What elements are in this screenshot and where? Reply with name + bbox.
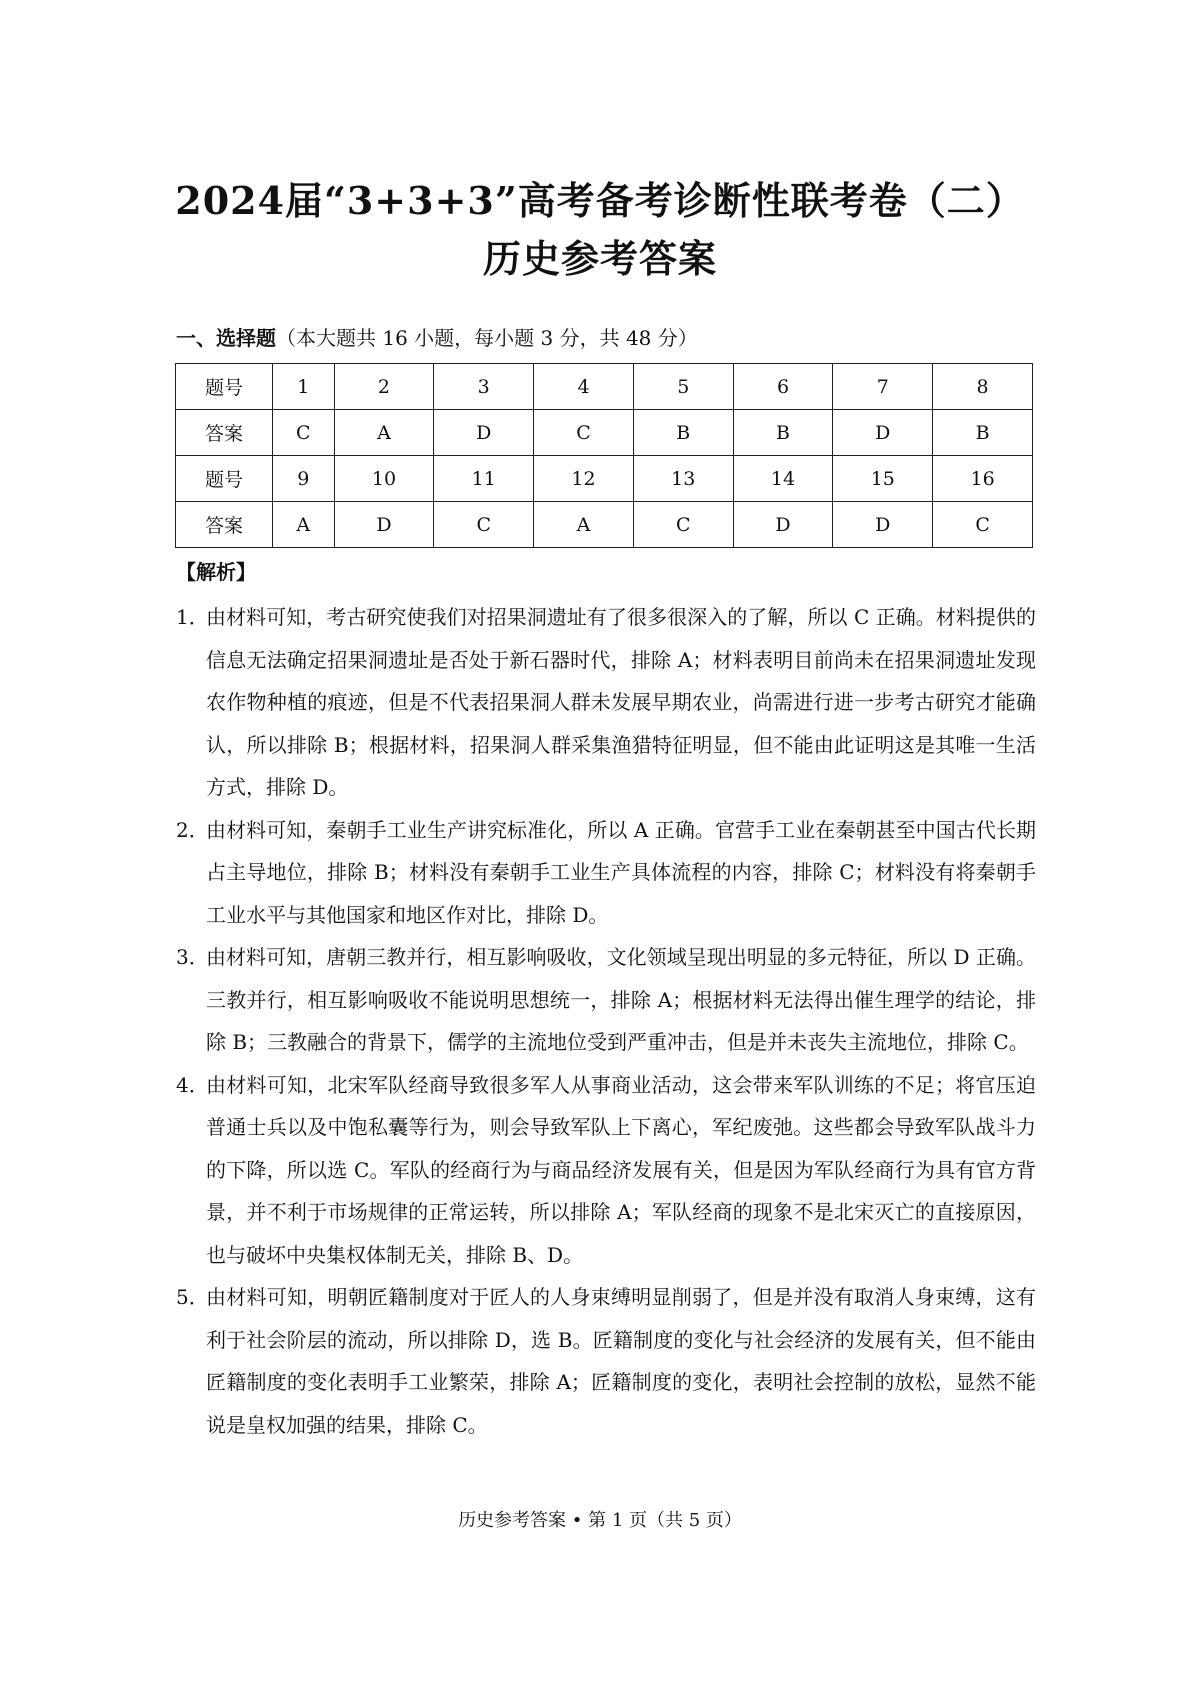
table-cell: A xyxy=(534,502,634,548)
item-text: 由材料可知，北宋军队经商导致很多军人从事商业活动，这会带来军队训练的不足；将官压迫普通士兵以及中饱私囊等行为，则会导致军队上下离心，军纪废弛。这些都会导致军队战斗力的下降，所以选 C。军队的经商行为与商品经济发展有关，但是因为军队经商行为具有官方背景，并不利于市场规律的正常运转，所以排除 A；军队经商的现象不是北宋灭亡的直接原因，也与破坏中央集权体制无关，排除 B、D。 xyxy=(206,1072,1036,1267)
item-text: 由材料可知，唐朝三教并行，相互影响吸收，文化领域呈现出明显的多元特征，所以 D 正确。三教并行，相互影响吸收不能说明思想统一，排除 A；根据材料无法得出催生理学的结论，排除 B；三教融合的背景下，儒学的主流地位受到严重冲击，但是并未丧失主流地位，排除 C。 xyxy=(206,945,1036,1054)
item-text: 由材料可知，秦朝手工业生产讲究标准化，所以 A 正确。官营手工业在秦朝甚至中国古代长期占主导地位，排除 B；材料没有秦朝手工业生产具体流程的内容，排除 C；材料没有将秦朝手工业水平与其他国家和地区作对比，排除 D。 xyxy=(206,817,1036,927)
table-row-header: 答案 xyxy=(176,410,273,456)
table-cell: 16 xyxy=(933,456,1033,502)
table-cell: D xyxy=(733,502,833,548)
section-heading xyxy=(176,322,698,351)
answer-key-title: 历史参考答案 xyxy=(482,236,717,281)
table-cell: 8 xyxy=(933,364,1033,410)
table-cell: 9 xyxy=(273,456,335,502)
table-cell: C xyxy=(633,502,733,548)
item-number: 4． xyxy=(176,1072,209,1097)
table-row-header: 题号 xyxy=(176,364,273,410)
table-cell: 15 xyxy=(833,456,933,502)
table-row xyxy=(176,364,1033,410)
item-number: 3． xyxy=(176,945,209,969)
analysis-item xyxy=(176,596,1036,809)
answer-table xyxy=(175,363,1033,548)
item-text: 由材料可知，明朝匠籍制度对于匠人的人身束缚明显削弱了，但是并没有取消人身束缚，这有利于社会阶层的流动，所以排除 D，选 B。匠籍制度的变化与社会经济的发展有关，但不能由匠籍制度的变化表明手工业繁荣，排除 A；匠籍制度的变化，表明社会控制的放松，显然不能说是皇权加强的结果，排除 C。 xyxy=(206,1285,1036,1437)
table-cell: 12 xyxy=(534,456,634,502)
item-number: 2． xyxy=(176,817,209,842)
table-row xyxy=(176,456,1033,502)
analysis-item xyxy=(176,809,1036,937)
table-cell: C xyxy=(273,410,335,456)
analysis-item xyxy=(176,1064,1036,1277)
table-cell: C xyxy=(534,410,634,456)
table-cell: A xyxy=(273,502,335,548)
item-number: 5． xyxy=(176,1285,209,1309)
table-cell: D xyxy=(833,410,933,456)
table-cell: 10 xyxy=(334,456,434,502)
table-cell: D xyxy=(833,502,933,548)
analysis-item xyxy=(176,1276,1036,1446)
table-cell: 4 xyxy=(534,364,634,410)
table-cell: A xyxy=(334,410,434,456)
table-cell: 14 xyxy=(733,456,833,502)
exam-title: 2024届“3+3+3”高考备考诊断性联考卷（二） xyxy=(175,178,1025,223)
table-cell: B xyxy=(933,410,1033,456)
table-cell: 7 xyxy=(833,364,933,410)
section-heading-label: 一、选择题 xyxy=(176,326,276,350)
item-text: 由材料可知，考古研究使我们对招果洞遗址有了很多很深入的了解，所以 C 正确。材料提供的信息无法确定招果洞遗址是否处于新石器时代，排除 A；材料表明目前尚未在招果洞遗址发现农作物种植的痕迹，但是不代表招果洞人群未发展早期农业，尚需进行进一步考古研究才能确认，所以排除 B；根据材料，招果洞人群采集渔猎特征明显，但不能由此证明这是其唯一生活方式，排除 D。 xyxy=(206,605,1036,799)
table-cell: 6 xyxy=(733,364,833,410)
table-row xyxy=(176,502,1033,548)
analysis-list xyxy=(176,596,1036,1446)
page-footer: 历史参考答案 • 第 1 页（共 5 页） xyxy=(458,1510,742,1531)
table-cell: D xyxy=(334,502,434,548)
analysis-title: 【解析】 xyxy=(176,560,256,584)
item-number: 1． xyxy=(176,605,209,629)
analysis-item xyxy=(176,936,1036,1064)
table-row-header: 题号 xyxy=(176,456,273,502)
table-row xyxy=(176,410,1033,456)
table-cell: 5 xyxy=(633,364,733,410)
table-cell: 1 xyxy=(273,364,335,410)
table-cell: 2 xyxy=(334,364,434,410)
table-cell: 13 xyxy=(633,456,733,502)
table-cell: 11 xyxy=(434,456,534,502)
table-cell: C xyxy=(434,502,534,548)
table-cell: D xyxy=(434,410,534,456)
table-cell: B xyxy=(633,410,733,456)
table-cell: 3 xyxy=(434,364,534,410)
section-heading-note: （本大题共 16 小题，每小题 3 分，共 48 分） xyxy=(276,326,698,350)
table-cell: C xyxy=(933,502,1033,548)
table-cell: B xyxy=(733,410,833,456)
table-row-header: 答案 xyxy=(176,502,273,548)
